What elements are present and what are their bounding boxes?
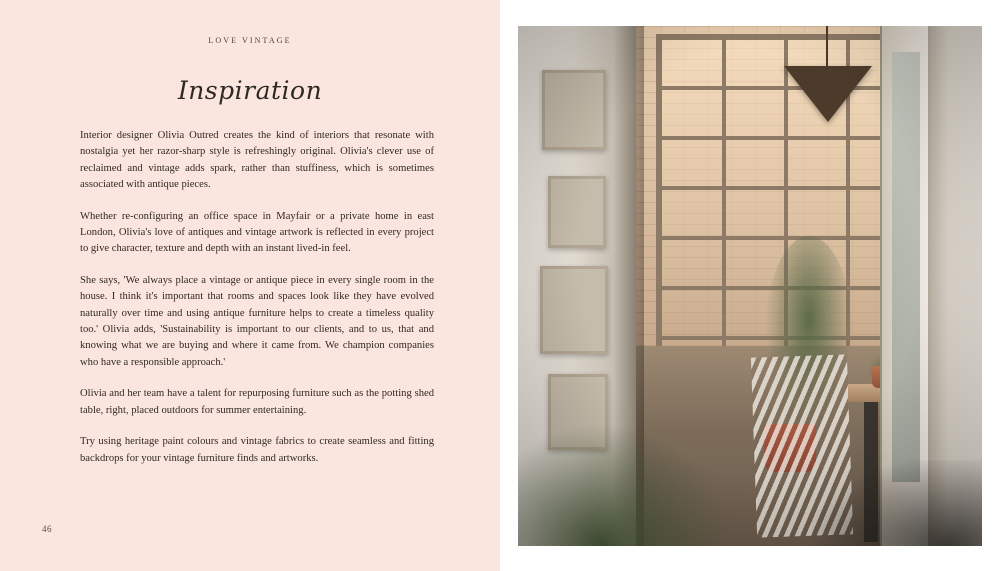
running-head: LOVE VINTAGE [208,36,292,45]
photo-scene [518,26,982,546]
paragraph-4: Olivia and her team have a talent for repurposing furniture such as the potting shed table, right, placed outdoors for summer entertaining. [80,388,434,416]
photograph [518,26,982,546]
paragraph-3: She says, 'We always place a vintage or antique piece in every single room in the house. I think it's important that rooms and spaces look like they have evolved naturally over time and using antique furniture helps to create a timeless quality too.' Olivia adds, 'Sustainability is important to our clients, and to us, that and knowing what we are buying and where it came from. We champion companies who have a responsible approach.' [80,274,434,368]
right-page [500,0,1000,571]
photo-vignette [518,26,982,546]
paragraph-2: Whether re-configuring an office space in Mayfair or a private home in east London, Olivia's love of antiques and vintage artwork is reflected in every project to give character, texture and depth with an instant lived-in feel. [80,210,434,255]
body-copy [80,128,434,467]
page-title: Inspiration [177,76,323,105]
page-number: 46 [42,524,52,534]
paragraph-1: Interior designer Olivia Outred creates the kind of interiors that resonate with nostalgia yet her razor-sharp style is refreshingly original. Olivia's clever use of reclaimed and vintage adds spark, rather than stuffiness, which is sometimes associated with antique pieces. [80,130,434,191]
paragraph-5: Try using heritage paint colours and vintage fabrics to create seamless and fitting backdrops for your vintage furniture finds and artworks. [80,436,434,464]
